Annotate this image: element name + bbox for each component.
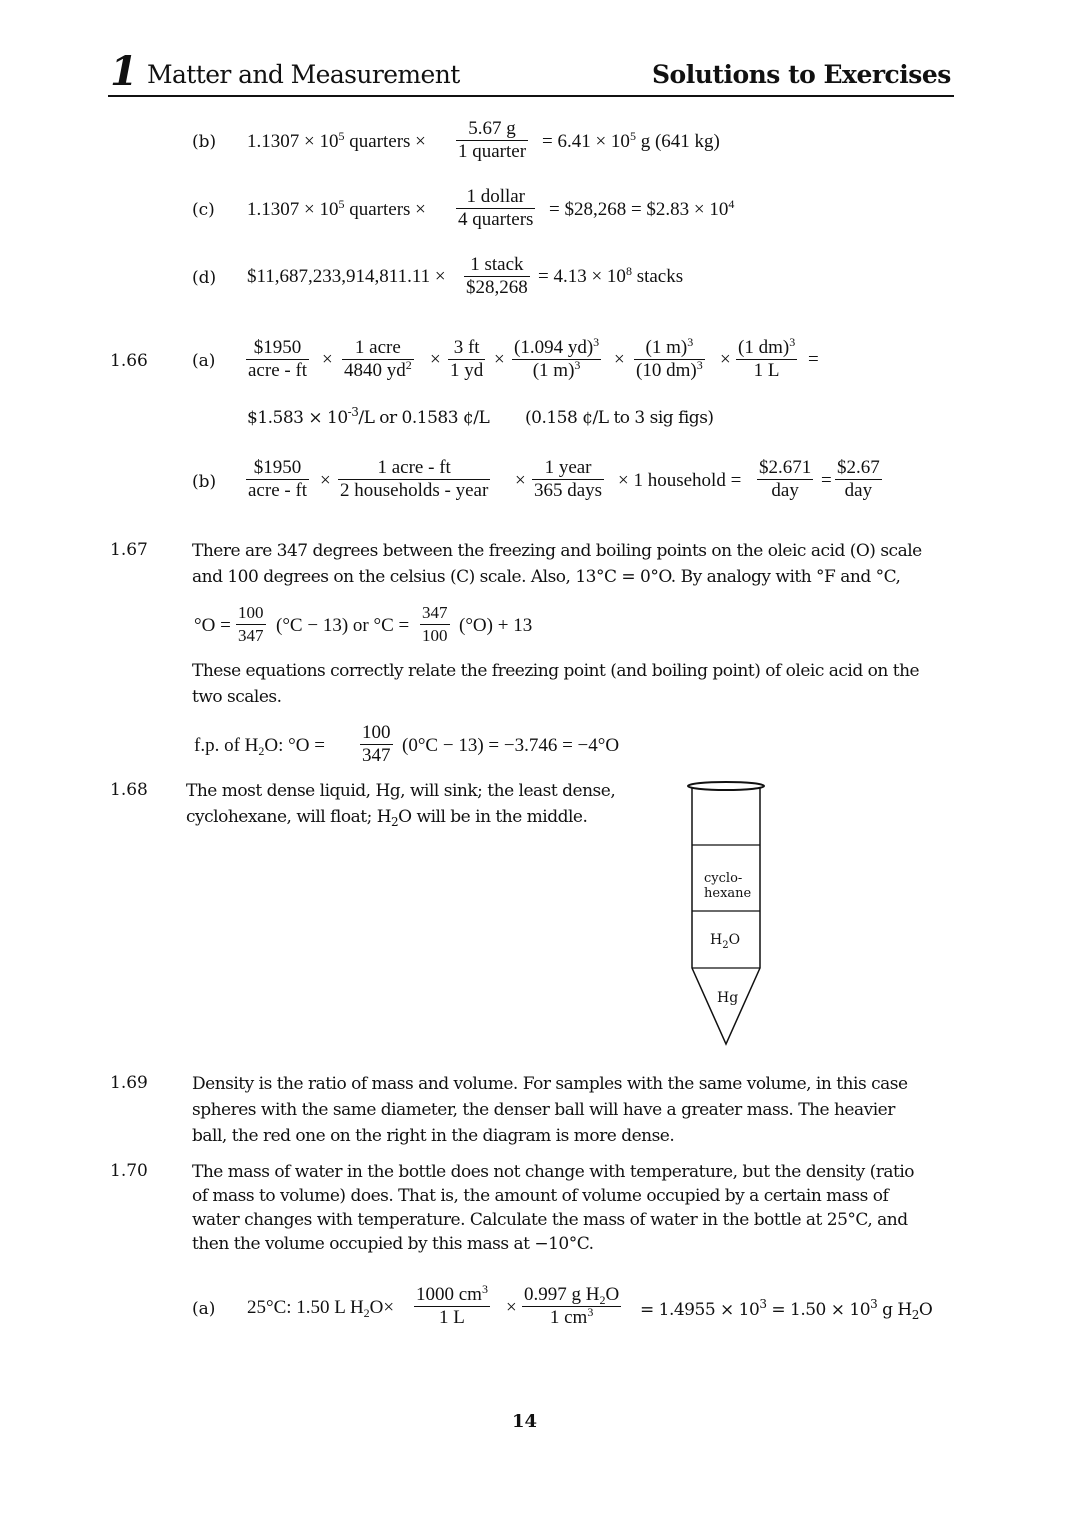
exercise-number: 1.70	[110, 1161, 148, 1181]
equals-sign: =	[821, 470, 832, 491]
times-sign: ×	[614, 349, 625, 370]
text-line: Density is the ratio of mass and volume. For samples with the same volume, in this case	[192, 1074, 908, 1094]
fraction: 1 acre - ft 2 households - year	[340, 457, 489, 501]
text-line: of mass to volume) does. That is, the amount of volume occupied by a certain mass of	[192, 1186, 889, 1206]
exercise-number: 1.66	[110, 351, 148, 371]
expression: $1.1307 \times 10^5$ quarters ×	[247, 197, 426, 220]
text-line: The most dense liquid, Hg, will sink; the least dense,	[186, 781, 616, 801]
fraction: $\frac{(1 dm)^3}{1 L}$	[738, 335, 796, 381]
layer-water: $H_2O$	[710, 932, 741, 951]
times-sign: ×	[320, 470, 331, 491]
part-label: (d)	[192, 268, 217, 288]
sig-fig-note: (0.158 ¢/L to 3 sig figs)	[525, 408, 714, 428]
times-sign: ×	[515, 470, 526, 491]
fraction: 1 year 365 days	[534, 457, 603, 501]
times-sign: ×	[506, 1297, 517, 1318]
fraction: $\frac{3 ft}{1 yd}$	[450, 337, 484, 381]
fraction: $2.671 day	[759, 457, 812, 501]
section-title: Solutions to Exercises	[652, 60, 951, 89]
part-label: (b)	[192, 472, 217, 492]
text-line: two scales.	[192, 687, 282, 707]
chapter-number: 1	[110, 48, 138, 95]
header-rule	[108, 95, 954, 97]
expression: $11,687,233,914,811.11 ×	[247, 266, 446, 287]
page-number: 14	[512, 1411, 538, 1432]
text-line: There are 347 degrees between the freezing and boiling points on the oleic acid (O) scale	[192, 541, 922, 561]
freezing-point-lhs: f.p. of $H_2O$: °O =	[194, 735, 325, 758]
part-label: (b)	[192, 132, 217, 152]
part-label: (a)	[192, 351, 216, 371]
result: = $1.4955 \times 10^3 = 1.50 \times 10^3$ g $H_2O$	[640, 1297, 933, 1322]
fraction: $\frac{347}{100}$	[422, 603, 448, 645]
part-label: (c)	[192, 200, 215, 220]
exercise-number: 1.68	[110, 780, 148, 800]
result: = $4.13 \times 10^8$ stacks	[538, 264, 684, 287]
equation-lhs: °O =	[194, 615, 231, 636]
test-tube-diagram	[686, 778, 770, 1048]
exercise-number: 1.67	[110, 540, 148, 560]
layer-mercury: Hg	[717, 990, 739, 1006]
text-line: The mass of water in the bottle does not change with temperature, but the density (ratio	[192, 1162, 915, 1182]
equation-tail: (°O) + 13	[459, 615, 533, 636]
times-sign: ×	[322, 349, 333, 370]
fraction: 1 dollar 4 quarters	[458, 186, 534, 230]
fraction: 1 acre 4840 $yd^2$	[344, 337, 412, 381]
times-sign: ×	[494, 349, 505, 370]
household-term: × 1 household =	[618, 470, 742, 491]
fraction: $1950 acre - ft	[248, 337, 308, 381]
layer-cyclohexane-line1: cyclo-	[704, 871, 743, 886]
equals-sign: =	[808, 349, 819, 370]
text-line: These equations correctly relate the freezing point (and boiling point) of oleic acid on the	[192, 661, 920, 681]
fraction: $\frac{100}{347}$	[362, 722, 391, 766]
text-line: ball, the red one on the right in the diagram is more dense.	[192, 1126, 675, 1146]
text-line: then the volume occupied by this mass at −10°C.	[192, 1234, 594, 1254]
freezing-point-result: (0°C − 13) = −3.746 = −4°O	[402, 735, 620, 756]
result: = $28,268 = $2.83 × $10^4$	[549, 197, 735, 220]
text-line: water changes with temperature. Calculate the mass of water in the bottle at 25°C, and	[192, 1210, 908, 1230]
expression: 25°C: 1.50 L $H_2O\times$	[247, 1297, 395, 1320]
times-sign: ×	[430, 349, 441, 370]
fraction: $\frac{0.997 g H_2O}{1 cm^3}$	[524, 1284, 620, 1328]
fraction: $\frac{1000 cm^3}{1 L}$	[416, 1282, 488, 1328]
result-text: $1.583 × $10^{-3}/L$ or 0.1583 ¢/L	[247, 405, 490, 428]
result: = $6.41 \times 10^5$ g (641 kg)	[542, 129, 720, 152]
chapter-title: Matter and Measurement	[147, 60, 460, 89]
fraction: 5.67 g 1 quarter	[458, 118, 527, 162]
test-tube-outline	[686, 778, 770, 1048]
fraction: $\frac{(1 m)^3}{(10 dm)^3}$	[636, 335, 703, 381]
fraction: $\frac{(1.094 yd)^3}{(1 m)^3}$	[514, 335, 600, 381]
text-line: and 100 degrees on the celsius (C) scale. Also, 13°C = 0°O. By analogy with °F and °C,	[192, 567, 901, 587]
exercise-number: 1.69	[110, 1073, 148, 1093]
text-line: spheres with the same diameter, the denser ball will have a greater mass. The heavier	[192, 1100, 895, 1120]
fraction: $2.67 day	[837, 457, 880, 501]
fraction: 1 stack $28,268	[466, 254, 528, 298]
text-line: cyclohexane, will float; $H_2O$ will be in the middle.	[186, 807, 588, 829]
layer-cyclohexane-line2: hexane	[704, 886, 752, 901]
equation-mid: (°C − 13) or °C =	[276, 615, 410, 636]
fraction: $1950 acre - ft	[248, 457, 308, 501]
times-sign: ×	[720, 349, 731, 370]
fraction: $\frac{100}{347}$	[238, 603, 264, 645]
part-label: (a)	[192, 1299, 216, 1319]
expression: $1.1307 \times 10^5$ quarters ×	[247, 129, 426, 152]
